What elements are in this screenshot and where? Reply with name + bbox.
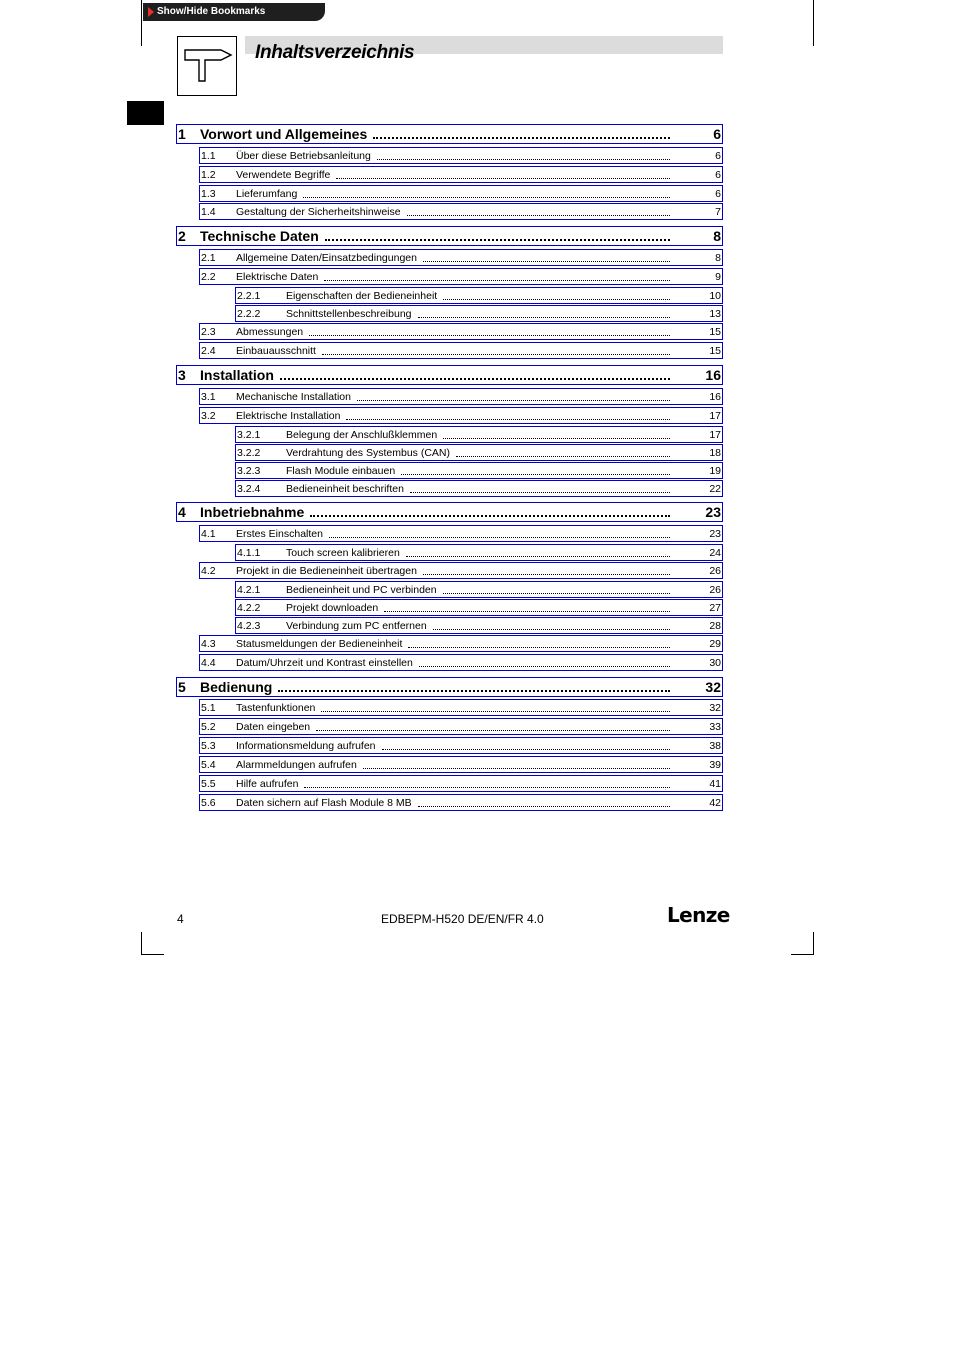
- toc-title: Daten eingeben: [236, 721, 311, 733]
- toc-page: 8: [713, 228, 721, 244]
- toc-leader-dots: [382, 749, 670, 750]
- toc-page: 28: [709, 620, 721, 632]
- toc-link-3-2-4[interactable]: [235, 480, 723, 497]
- toc-number: 1.4: [201, 206, 216, 218]
- toc-page: 6: [715, 169, 721, 181]
- toc-title: Elektrische Daten: [236, 271, 319, 283]
- toc-number: 3.2.3: [237, 465, 261, 477]
- toc-number: 3.2.4: [237, 483, 261, 495]
- toc-number: 5: [178, 679, 186, 695]
- toc-number: 2.4: [201, 345, 216, 357]
- toc-leader-dots: [384, 611, 670, 612]
- toc-link-5-3[interactable]: [199, 737, 723, 754]
- toc-number: 4.2.3: [237, 620, 261, 632]
- toc-number: 5.1: [201, 702, 216, 714]
- toc-leader-dots: [443, 593, 670, 594]
- toc-leader-dots: [280, 378, 670, 380]
- toc-title: Schnittstellenbeschreibung: [286, 308, 412, 320]
- toc-number: 5.3: [201, 740, 216, 752]
- toc-link-4-1-1[interactable]: [235, 544, 723, 561]
- toc-number: 2: [178, 228, 186, 244]
- toc-page: 23: [709, 528, 721, 540]
- toc-leader-dots: [278, 690, 670, 692]
- toc-page: 32: [709, 702, 721, 714]
- toc-title: Gestaltung der Sicherheitshinweise: [236, 206, 401, 218]
- toc-number: 3: [178, 367, 186, 383]
- toc-number: 4.2.1: [237, 584, 261, 596]
- toc-title: Abmessungen: [236, 326, 304, 338]
- toc-title: Informationsmeldung aufrufen: [236, 740, 376, 752]
- toc-leader-dots: [423, 574, 670, 575]
- toc-title: Projekt in die Bedieneinheit übertragen: [236, 565, 417, 577]
- toc-title: Bedieneinheit beschriften: [286, 483, 404, 495]
- toc-leader-dots: [325, 239, 670, 241]
- toc-link-4-3[interactable]: [199, 635, 723, 652]
- toc-link-2-1[interactable]: [199, 249, 723, 266]
- toc-link-3-2-3[interactable]: [235, 462, 723, 479]
- toc-number: 2.2.2: [237, 308, 261, 320]
- lenze-logo: Lenze: [667, 903, 730, 927]
- toc-number: 1.2: [201, 169, 216, 181]
- toc-title: Eigenschaften der Bedieneinheit: [286, 290, 438, 302]
- toc-link-1[interactable]: [176, 124, 723, 144]
- toc-leader-dots: [423, 261, 670, 262]
- toc-page: 15: [709, 326, 721, 338]
- toc-number: 3.2.1: [237, 429, 261, 441]
- toc-page: 17: [709, 410, 721, 422]
- page-title: Inhaltsverzeichnis: [255, 42, 415, 63]
- crop-mark-bottom-right-v: [813, 932, 814, 955]
- toc-link-4-4[interactable]: [199, 654, 723, 671]
- toc-link-1-4[interactable]: [199, 203, 723, 220]
- toc-page: 39: [709, 759, 721, 771]
- toc-page: 13: [709, 308, 721, 320]
- triangle-right-icon: [148, 7, 154, 17]
- toc-page: 26: [709, 584, 721, 596]
- toc-number: 4: [178, 504, 186, 520]
- toc-title: Belegung der Anschlußklemmen: [286, 429, 438, 441]
- toc-leader-dots: [310, 515, 670, 517]
- toc-number: 2.3: [201, 326, 216, 338]
- toc-number: 5.2: [201, 721, 216, 733]
- toc-page: 27: [709, 602, 721, 614]
- toc-link-1-1[interactable]: [199, 147, 723, 164]
- toc-number: 4.4: [201, 657, 216, 669]
- toc-link-4-2-2[interactable]: [235, 599, 723, 616]
- toc-title: Über diese Betriebsanleitung: [236, 150, 371, 162]
- toc-page: 6: [715, 150, 721, 162]
- toc-page: 26: [709, 565, 721, 577]
- toc-leader-dots: [304, 787, 670, 788]
- toc-title: Bedienung: [200, 679, 273, 695]
- crop-mark-top-right: [813, 0, 814, 46]
- toc-number: 4.1.1: [237, 547, 261, 559]
- toc-page: 16: [709, 391, 721, 403]
- bookmarks-label: Show/Hide Bookmarks: [157, 6, 266, 17]
- toc-page: 32: [705, 679, 721, 695]
- toc-page: 6: [713, 126, 721, 142]
- toc-page: 9: [715, 271, 721, 283]
- toc-title: Installation: [200, 367, 274, 383]
- toc-number: 4.2: [201, 565, 216, 577]
- toc-title: Inbetriebnahme: [200, 504, 305, 520]
- toc-page: 29: [709, 638, 721, 650]
- toc-leader-dots: [401, 474, 670, 475]
- toc-link-4-2-1[interactable]: [235, 581, 723, 598]
- toc-leader-dots: [309, 335, 670, 336]
- toc-number: 3.1: [201, 391, 216, 403]
- toc-link-3-2-2[interactable]: [235, 444, 723, 461]
- show-hide-bookmarks-button[interactable]: [143, 3, 325, 21]
- toc-title: Technische Daten: [200, 228, 319, 244]
- crop-mark-bottom-right-h: [791, 954, 814, 955]
- toc-number: 2.2.1: [237, 290, 261, 302]
- toc-leader-dots: [443, 299, 670, 300]
- toc-number: 1.1: [201, 150, 216, 162]
- toc-link-4[interactable]: [176, 502, 723, 522]
- toc-leader-dots: [410, 492, 670, 493]
- toc-page: 23: [705, 504, 721, 520]
- toc-leader-dots: [329, 537, 670, 538]
- toc-title: Hilfe aufrufen: [236, 778, 299, 790]
- toc-title: Verwendete Begriffe: [236, 169, 331, 181]
- toc-title: Elektrische Installation: [236, 410, 341, 422]
- toc-leader-dots: [321, 711, 670, 712]
- toc-link-2-2-1[interactable]: [235, 287, 723, 304]
- toc-leader-dots: [456, 456, 670, 457]
- toc-link-3[interactable]: [176, 365, 723, 385]
- toc-link-4-1[interactable]: [199, 525, 723, 542]
- document-id: EDBEPM-H520 DE/EN/FR 4.0: [381, 912, 544, 926]
- toc-title: Datum/Uhrzeit und Kontrast einstellen: [236, 657, 413, 669]
- toc-leader-dots: [419, 666, 670, 667]
- toc-title: Statusmeldungen der Bedieneinheit: [236, 638, 403, 650]
- toc-link-1-2[interactable]: [199, 166, 723, 183]
- toc-title: Verdrahtung des Systembus (CAN): [286, 447, 450, 459]
- toc-title: Tastenfunktionen: [236, 702, 316, 714]
- toc-link-3-2-1[interactable]: [235, 426, 723, 443]
- toc-leader-dots: [418, 317, 670, 318]
- toc-leader-dots: [443, 438, 670, 439]
- toc-number: 4.2.2: [237, 602, 261, 614]
- toc-page: 42: [709, 797, 721, 809]
- toc-title: Lieferumfang: [236, 188, 298, 200]
- toc-link-4-2-3[interactable]: [235, 617, 723, 634]
- toc-title: Einbauausschnitt: [236, 345, 316, 357]
- toc-page: 17: [709, 429, 721, 441]
- toc-title: Bedieneinheit und PC verbinden: [286, 584, 437, 596]
- toc-number: 5.4: [201, 759, 216, 771]
- toc-leader-dots: [418, 806, 670, 807]
- toc-page: 22: [709, 483, 721, 495]
- toc-page: 30: [709, 657, 721, 669]
- toc-title: Vorwort und Allgemeines: [200, 126, 368, 142]
- toc-leader-dots: [408, 647, 670, 648]
- toc-page: 7: [715, 206, 721, 218]
- toc-link-5-4[interactable]: [199, 756, 723, 773]
- toc-link-5-6[interactable]: [199, 794, 723, 811]
- crop-mark-bottom-left-h: [141, 954, 164, 955]
- toc-leader-dots: [303, 197, 670, 198]
- toc-page: 8: [715, 252, 721, 264]
- toc-title: Daten sichern auf Flash Module 8 MB: [236, 797, 412, 809]
- crop-mark-bottom-left-v: [141, 932, 142, 955]
- toc-link-2-4[interactable]: [199, 342, 723, 359]
- toc-number: 2.1: [201, 252, 216, 264]
- toc-page: 6: [715, 188, 721, 200]
- toc-number: 3.2.2: [237, 447, 261, 459]
- toc-leader-dots: [407, 215, 670, 216]
- toc-number: 5.6: [201, 797, 216, 809]
- toc-leader-dots: [363, 768, 670, 769]
- toc-link-3-1[interactable]: [199, 388, 723, 405]
- toc-link-5-5[interactable]: [199, 775, 723, 792]
- section-marker: [127, 101, 164, 125]
- toc-title: Allgemeine Daten/Einsatzbedingungen: [236, 252, 417, 264]
- toc-link-4-2[interactable]: [199, 562, 723, 579]
- toc-leader-dots: [324, 280, 670, 281]
- toc-page: 16: [705, 367, 721, 383]
- toc-title: Projekt downloaden: [286, 602, 379, 614]
- toc-page: 18: [709, 447, 721, 459]
- toc-title: Verbindung zum PC entfernen: [286, 620, 427, 632]
- toc-number: 2.2: [201, 271, 216, 283]
- toc-link-3-2[interactable]: [199, 407, 723, 424]
- toc-leader-dots: [346, 419, 670, 420]
- toc-page: 19: [709, 465, 721, 477]
- toc-number: 1: [178, 126, 186, 142]
- toc-leader-dots: [316, 730, 670, 731]
- toc-link-2-2-2[interactable]: [235, 305, 723, 322]
- toc-title: Alarmmeldungen aufrufen: [236, 759, 357, 771]
- toc-leader-dots: [406, 556, 670, 557]
- toc-number: 1.3: [201, 188, 216, 200]
- toc-page: 38: [709, 740, 721, 752]
- page-number: 4: [177, 912, 184, 926]
- toc-page: 33: [709, 721, 721, 733]
- toc-page: 15: [709, 345, 721, 357]
- toc-number: 5.5: [201, 778, 216, 790]
- toc-page: 41: [709, 778, 721, 790]
- crop-mark-top-left: [141, 0, 142, 46]
- hammer-icon: [177, 36, 237, 96]
- toc-leader-dots: [377, 159, 670, 160]
- toc-link-2-3[interactable]: [199, 323, 723, 340]
- toc-link-2[interactable]: [176, 226, 723, 246]
- toc-leader-dots: [357, 400, 670, 401]
- toc-link-5-2[interactable]: [199, 718, 723, 735]
- toc-number: 4.1: [201, 528, 216, 540]
- toc-page: 10: [709, 290, 721, 302]
- toc-link-5-1[interactable]: [199, 699, 723, 716]
- toc-leader-dots: [433, 629, 670, 630]
- toc-leader-dots: [373, 137, 670, 139]
- toc-number: 3.2: [201, 410, 216, 422]
- toc-title: Touch screen kalibrieren: [286, 547, 400, 559]
- toc-link-2-2[interactable]: [199, 268, 723, 285]
- toc-title: Erstes Einschalten: [236, 528, 323, 540]
- toc-link-1-3[interactable]: [199, 185, 723, 202]
- toc-number: 4.3: [201, 638, 216, 650]
- toc-title: Mechanische Installation: [236, 391, 351, 403]
- toc-link-5[interactable]: [176, 677, 723, 697]
- toc-title: Flash Module einbauen: [286, 465, 396, 477]
- toc-leader-dots: [322, 354, 670, 355]
- toc-leader-dots: [336, 178, 670, 179]
- toc-page: 24: [709, 547, 721, 559]
